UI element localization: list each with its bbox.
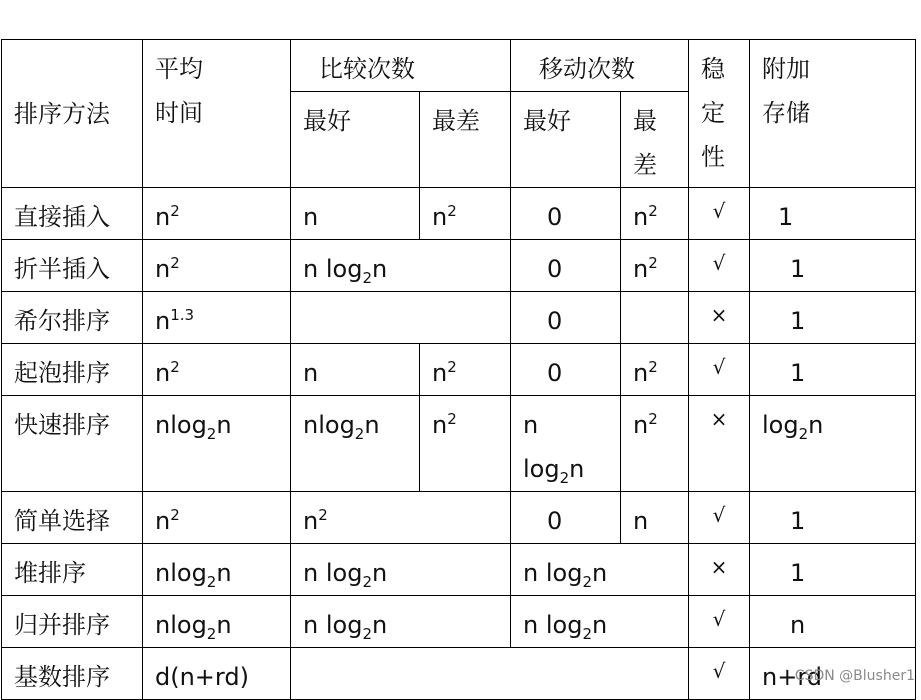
cell-text: n xyxy=(155,203,171,231)
cell-extra xyxy=(750,492,916,544)
cell-compare-worst xyxy=(420,396,511,492)
cross-mark: × xyxy=(710,555,728,579)
cell-move-best xyxy=(511,492,621,544)
cell-avg xyxy=(143,396,291,492)
cell-text: n xyxy=(216,559,232,587)
superscript: 2 xyxy=(447,202,457,220)
cell-compare-best xyxy=(291,396,420,492)
row-label-text: 基数排序 xyxy=(14,663,110,691)
cell-text: 1 xyxy=(790,507,806,535)
table-row xyxy=(2,396,916,492)
cell-stable xyxy=(689,596,750,648)
superscript: 2 xyxy=(170,202,180,220)
cell-text: n xyxy=(633,507,649,535)
cell-stable xyxy=(689,188,750,240)
table-row xyxy=(2,492,916,544)
superscript: 2 xyxy=(318,506,328,524)
cell-text: 1 xyxy=(790,307,806,335)
row-label-text: 堆排序 xyxy=(14,559,86,587)
superscript: 2 xyxy=(170,506,180,524)
row-label-text: 快速排序 xyxy=(14,411,110,439)
cell-text: n log xyxy=(303,611,363,639)
cell-avg xyxy=(143,188,291,240)
subscript: 2 xyxy=(362,268,372,287)
cell-text: n xyxy=(303,203,319,231)
cell-text: 0 xyxy=(547,307,563,335)
cell-move-worst xyxy=(621,188,689,240)
cell-text: log xyxy=(523,455,560,483)
cell-text: nlog xyxy=(155,611,207,639)
cell-text: n xyxy=(364,411,380,439)
subscript: 2 xyxy=(362,624,372,643)
header-compare-text: 比较次数 xyxy=(319,55,415,83)
subscript: 2 xyxy=(362,572,372,591)
header-move-text: 移动次数 xyxy=(539,55,635,83)
cell-extra xyxy=(750,240,916,292)
header-stable-line3: 性 xyxy=(701,143,725,171)
table-row xyxy=(2,648,916,700)
cell-avg xyxy=(143,596,291,648)
cell-stable xyxy=(689,344,750,396)
cell-avg xyxy=(143,648,291,700)
row-label-text: 归并排序 xyxy=(14,611,110,639)
cell-text: n xyxy=(155,507,171,535)
cell-text: n log xyxy=(523,611,583,639)
cell-text: n xyxy=(808,411,824,439)
cell-text: n log xyxy=(303,255,363,283)
cell-text: n xyxy=(633,411,649,439)
cell-compare xyxy=(291,492,511,544)
subscript: 2 xyxy=(582,624,592,643)
row-label-text: 直接插入 xyxy=(14,203,110,231)
table-row xyxy=(2,344,916,396)
row-label xyxy=(2,188,143,240)
cell-move-worst xyxy=(621,292,689,344)
cell-move-best xyxy=(511,188,621,240)
check-mark: √ xyxy=(712,251,726,275)
cell-text: 0 xyxy=(547,507,563,535)
cell-text: log xyxy=(762,411,799,439)
cell-avg xyxy=(143,344,291,396)
cell-compare xyxy=(291,240,511,292)
header-compare-worst xyxy=(420,92,511,188)
check-mark: √ xyxy=(712,503,726,527)
cell-text: n xyxy=(633,359,649,387)
cell-text: n log xyxy=(523,559,583,587)
superscript: 2 xyxy=(170,358,180,376)
superscript: 1.3 xyxy=(170,306,195,324)
header-move-best-text: 最好 xyxy=(523,107,571,135)
subscript: 2 xyxy=(798,424,809,443)
cell-move-worst xyxy=(621,396,689,492)
cell-text: nlog xyxy=(303,411,355,439)
row-label-text: 起泡排序 xyxy=(14,359,110,387)
cell-text: n xyxy=(216,411,232,439)
cell-text: n xyxy=(155,255,171,283)
cell-text: 1 xyxy=(790,255,806,283)
superscript: 2 xyxy=(447,410,457,428)
cell-text: 1 xyxy=(790,559,806,587)
table-row xyxy=(2,596,916,648)
cell-text: n xyxy=(303,507,319,535)
superscript: 2 xyxy=(170,254,180,272)
cell-text: n xyxy=(591,611,608,639)
cell-avg xyxy=(143,544,291,596)
cell-text: n log xyxy=(303,559,363,587)
check-mark: √ xyxy=(712,199,726,223)
header-avg-line1: 平均 xyxy=(155,55,203,83)
subscript: 2 xyxy=(206,624,217,643)
cell-text: n xyxy=(216,611,232,639)
superscript: 2 xyxy=(648,254,658,272)
cell-text: n xyxy=(633,203,649,231)
superscript: 2 xyxy=(447,358,457,376)
row-label-text: 简单选择 xyxy=(14,507,110,535)
cell-text: 1 xyxy=(778,203,794,231)
cell-stable xyxy=(689,492,750,544)
cell-text: n xyxy=(155,359,171,387)
row-label-text: 希尔排序 xyxy=(14,307,110,335)
header-compare-worst-text: 最差 xyxy=(432,107,480,135)
subscript: 2 xyxy=(582,572,592,591)
table-row xyxy=(2,292,916,344)
check-mark: √ xyxy=(712,355,726,379)
cell-text-line2 xyxy=(523,447,612,491)
cell-compare-worst xyxy=(420,188,511,240)
header-method-text: 排序方法 xyxy=(14,99,110,128)
cell-text: n xyxy=(155,307,171,335)
cell-compare xyxy=(291,596,511,648)
header-compare-best-text: 最好 xyxy=(303,107,351,135)
header-average-time xyxy=(143,40,291,188)
header-extra-storage xyxy=(750,40,916,188)
subscript: 2 xyxy=(354,424,365,443)
header-move xyxy=(511,40,689,92)
cell-move-worst xyxy=(621,240,689,292)
cell-move-best xyxy=(511,344,621,396)
row-label xyxy=(2,344,143,396)
cell-text: nlog xyxy=(155,559,207,587)
row-label xyxy=(2,544,143,596)
row-label xyxy=(2,596,143,648)
cell-text: n xyxy=(432,359,448,387)
superscript: 2 xyxy=(648,358,658,376)
subscript: 2 xyxy=(559,468,570,487)
header-extra-line2: 存储 xyxy=(762,99,810,127)
cell-extra xyxy=(750,396,916,492)
table-row xyxy=(2,188,916,240)
cell-compare-move xyxy=(291,648,689,700)
cell-stable xyxy=(689,544,750,596)
watermark: CSDN @Blusher1 xyxy=(794,668,915,684)
cell-text: n xyxy=(432,203,448,231)
cell-text: nlog xyxy=(155,411,207,439)
cell-extra xyxy=(750,292,916,344)
cell-avg xyxy=(143,292,291,344)
cell-text: n xyxy=(371,255,388,283)
cell-avg xyxy=(143,240,291,292)
row-label-text: 折半插入 xyxy=(14,255,110,283)
cell-text: n+rd xyxy=(762,663,822,691)
cell-text: 1 xyxy=(790,359,806,387)
header-method xyxy=(2,40,143,188)
cell-move-best xyxy=(511,292,621,344)
cell-extra xyxy=(750,596,916,648)
cell-text: 0 xyxy=(547,255,563,283)
cell-text: 0 xyxy=(547,203,563,231)
header-move-worst-line1: 最 xyxy=(633,107,657,135)
cell-text: d(n+rd) xyxy=(155,663,249,691)
cell-move-worst xyxy=(621,344,689,396)
cell-move-worst xyxy=(621,492,689,544)
cell-text: n xyxy=(790,611,806,639)
cell-move xyxy=(511,544,689,596)
cell-extra xyxy=(750,544,916,596)
cell-compare-worst xyxy=(420,344,511,396)
row-label xyxy=(2,292,143,344)
cell-text: n xyxy=(633,255,649,283)
header-move-worst-line2: 差 xyxy=(633,151,657,179)
check-mark: √ xyxy=(712,607,726,631)
header-stable xyxy=(689,40,750,188)
cell-text: n xyxy=(523,411,539,439)
cell-text: 0 xyxy=(547,359,563,387)
cell-stable xyxy=(689,396,750,492)
row-label xyxy=(2,396,143,492)
row-label xyxy=(2,240,143,292)
header-stable-line2: 定 xyxy=(701,99,725,127)
header-compare-best xyxy=(291,92,420,188)
cell-text: n xyxy=(303,359,319,387)
header-avg-line2: 时间 xyxy=(155,99,203,127)
cell-text: n xyxy=(591,559,608,587)
cell-stable xyxy=(689,648,750,700)
check-mark: √ xyxy=(712,659,726,683)
sorting-comparison-table xyxy=(1,39,916,700)
cell-text: n xyxy=(569,455,585,483)
header-extra-line1: 附加 xyxy=(762,55,810,83)
table-row xyxy=(2,544,916,596)
row-label xyxy=(2,492,143,544)
row-label xyxy=(2,648,143,700)
cell-compare xyxy=(291,544,511,596)
cell-extra xyxy=(750,188,916,240)
cell-stable xyxy=(689,240,750,292)
cell-text: n xyxy=(371,611,388,639)
cell-compare xyxy=(291,292,511,344)
header-compare xyxy=(291,40,511,92)
cross-mark: × xyxy=(710,303,728,327)
subscript: 2 xyxy=(206,572,217,591)
cell-text: n xyxy=(371,559,388,587)
cell-text: n xyxy=(432,411,448,439)
cell-move-best xyxy=(511,240,621,292)
table-row xyxy=(2,240,916,292)
cell-avg xyxy=(143,492,291,544)
subscript: 2 xyxy=(206,424,217,443)
cross-mark: × xyxy=(710,407,728,431)
header-move-best xyxy=(511,92,621,188)
cell-compare-best xyxy=(291,344,420,396)
superscript: 2 xyxy=(648,410,658,428)
cell-move xyxy=(511,596,689,648)
superscript: 2 xyxy=(648,202,658,220)
cell-stable xyxy=(689,292,750,344)
cell-compare-best xyxy=(291,188,420,240)
cell-move-best xyxy=(511,396,621,492)
header-move-worst xyxy=(621,92,689,188)
header-stable-line1: 稳 xyxy=(701,55,725,83)
cell-extra xyxy=(750,344,916,396)
